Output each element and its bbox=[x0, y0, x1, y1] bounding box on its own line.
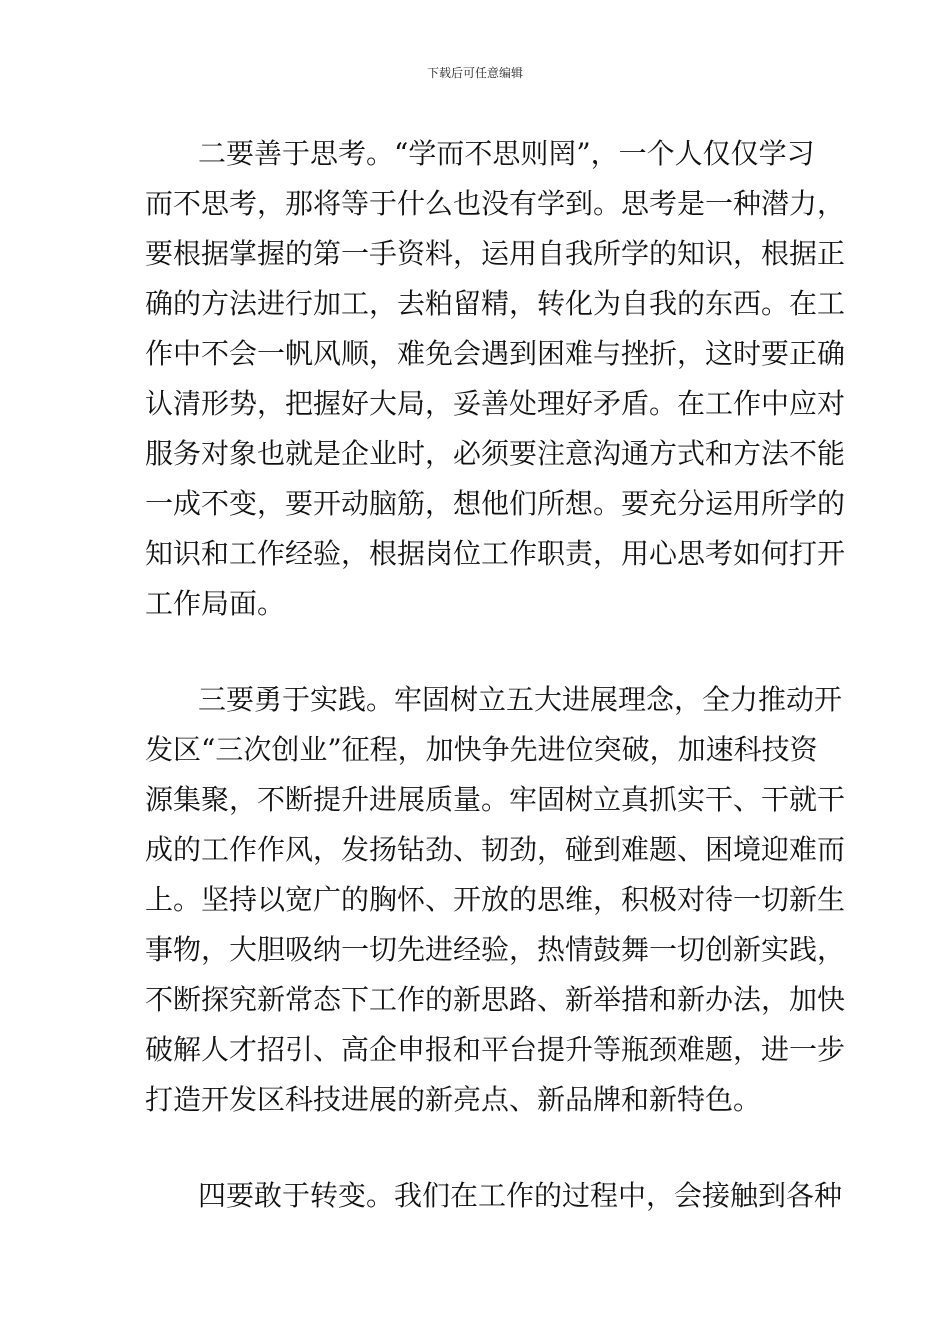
paragraph-2-line-6: 事物，大胆吸纳一切先进经验，热情鼓舞一切创新实践， bbox=[145, 933, 846, 966]
paragraph-1-line-9: 知识和工作经验，根据岗位工作职责，用心思考如何打开 bbox=[145, 537, 846, 570]
paragraph-1-line-6: 认清形势，把握好大局，妥善处理好矛盾。在工作中应对 bbox=[145, 387, 846, 420]
paragraph-2-line-4: 成的工作作风，发扬钻劲、韧劲，碰到难题、困境迎难而 bbox=[145, 833, 846, 866]
paragraph-1-line-1: 二要善于思考。“学而不思则罔”，一个人仅仅学习 bbox=[198, 137, 815, 170]
paragraph-1-line-4: 确的方法进行加工，去粕留精，转化为自我的东西。在工 bbox=[145, 287, 846, 320]
paragraph-3-line-1: 四要敢于转变。我们在工作的过程中，会接触到各种 bbox=[198, 1179, 843, 1212]
paragraph-2-line-9: 打造开发区科技进展的新亮点、新品牌和新特色。 bbox=[145, 1083, 762, 1116]
paragraph-2-line-7: 不断探究新常态下工作的新思路、新举措和新办法，加快 bbox=[145, 983, 846, 1016]
paragraph-1-line-5: 作中不会一帆风顺，难免会遇到困难与挫折，这时要正确 bbox=[145, 337, 846, 370]
paragraph-2-line-3: 源集聚，不断提升进展质量。牢固树立真抓实干、干就干 bbox=[145, 783, 846, 816]
paragraph-2-line-5: 上。坚持以宽广的胸怀、开放的思维，积极对待一切新生 bbox=[145, 883, 846, 916]
paragraph-1-line-7: 服务对象也就是企业时，必须要注意沟通方式和方法不能 bbox=[145, 437, 846, 470]
paragraph-1-line-2: 而不思考，那将等于什么也没有学到。思考是一种潜力， bbox=[145, 187, 846, 220]
paragraph-1-line-8: 一成不变，要开动脑筋，想他们所想。要充分运用所学的 bbox=[145, 487, 846, 520]
paragraph-2-line-1: 三要勇于实践。牢固树立五大进展理念，全力推动开 bbox=[198, 683, 843, 716]
paragraph-1-line-10: 工作局面。 bbox=[145, 587, 286, 620]
paragraph-2-line-2: 发区“三次创业”征程，加快争先进位突破，加速科技资 bbox=[145, 733, 818, 766]
paragraph-1-line-3: 要根据掌握的第一手资料，运用自我所学的知识，根据正 bbox=[145, 237, 846, 270]
paragraph-2-line-8: 破解人才招引、高企申报和平台提升等瓶颈难题，进一步 bbox=[145, 1033, 846, 1066]
page-header: 下载后可任意编辑 bbox=[426, 66, 523, 80]
